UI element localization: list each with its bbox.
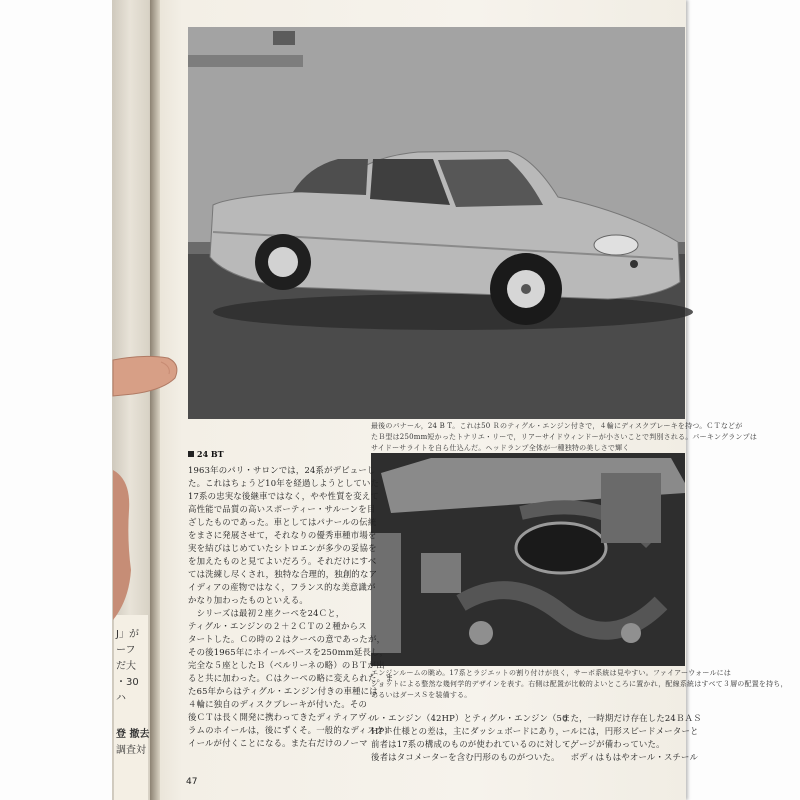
photo-caption-engine: エンジンルームの眺め。17系とラジエットの割り付けが良く，サーボ系統は見やすい。ファイアーウォールには ショットによる整然な幾何学的デザインを表す。右側は配置が比較的よいところに置かれ，配線系統はすべて３層の配置を持ち， あるいはダースＳを装備する。 (371, 669, 788, 699)
back-fragment: だ大 (116, 661, 136, 672)
fingers (113, 470, 135, 620)
back-fragment: ーフ (116, 645, 136, 656)
section-heading: 24 BT (188, 449, 224, 459)
body-text-middle: ル・エンジン（42HP）とティグル・エンジン（50 HP）仕様との差は，主にダッシュボードにあり， 前者は17系の構成のものが使われているのに対して， 後者はタコメーターを含む円形のものがついた。 (371, 713, 580, 762)
engine-photo (371, 453, 685, 666)
photo-caption-top: 最後のパナール，24 B T。これは50 Ｒのティグル・エンジン付きで，４輪にディスクブレーキを持つ。ＣＴなどが たＢ型は250mm短かったトナリエ・リーで，リアーサイドウィンドーが小さいことで判別される。パーキングランプは サイドーサライトを自ら仕込んだ。ヘッドランプ全体が一種独特の美しさで輝く (371, 422, 758, 452)
back-fragment: J」が (116, 629, 139, 640)
back-fragment: ・30 (116, 677, 139, 688)
body-text-left: 1963年のパリ・サロンでは，24系がデビューし た。これはちょうど10年を経過しようとしていた 17系の忠実な後継車ではなく，やや性質を変えて 高性能で品質の高いスポーティー・サルーンを目 ざしたものであった。車としてはパナールの伝統 をまさに発展させて，それなりの優秀車種市場を 実を結びはじめていたシトロエンが多少の妥協を を加えたものと見てよいだろう。それだけにすべ ては洗練し尽くされ，独特な合理的，独創的なア イディアの産物ではなく，フランス的な美意識が かなり加わったものといえる。 シリーズは最初２座クーペを24Ｃと， ティグル・エンジンの２＋２ＣＴの２種からス タートした。Ｃの時の２はクーペの意であったが， その後1965年にホイールベースを250mm延長し， 完全な５座としたＢ（ベルリーネの略）のＢＴが出 ると共に加わった。Ｃはクーペの略に変えられた。ま た65年からはティグル・エンジン付きの車種には ４輪に独自のディスクブレーキが付いた。その 後ＣＴは長く開発に携わってきたディティアヴィ ラムのホイールは，後にずくそ。一般的なディスクホ イールが付くことになる。また右だけのノーマ (188, 465, 394, 748)
body-text-right: また，一時期だけ存在した24ＢＡＳ ールには，円形スピードメーターと ・ゲージが備わっていた。 ボディはもはやオール・スチール (562, 713, 702, 762)
car-photo (188, 27, 685, 419)
back-fragment: 調査対 (116, 745, 146, 756)
thumb (113, 352, 183, 412)
back-fragment: 登 撤去 (116, 729, 150, 740)
page-number: 47 (186, 777, 198, 787)
back-fragment: ハ (116, 693, 126, 704)
back-page-strip (114, 615, 148, 800)
